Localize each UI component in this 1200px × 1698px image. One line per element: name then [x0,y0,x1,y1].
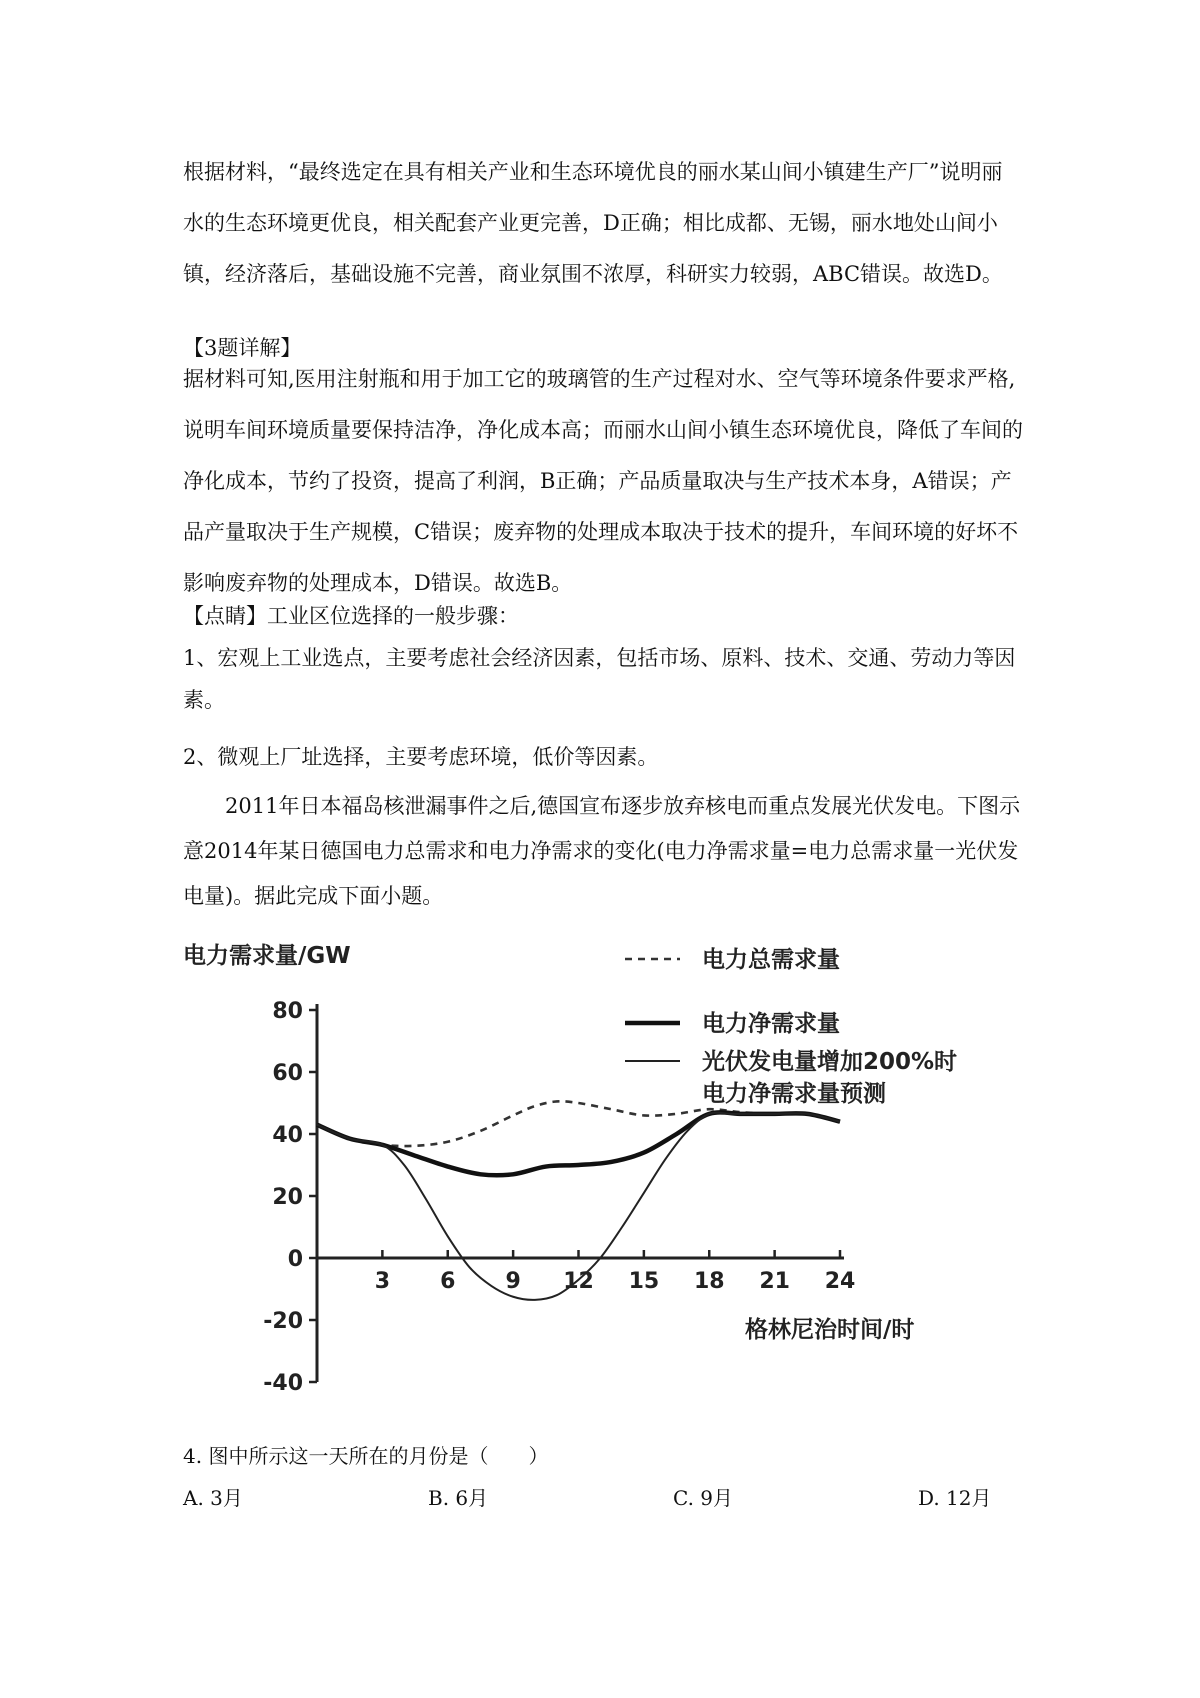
y-axis-title: 电力需求量/GW [183,943,351,969]
legend-label-3: 电力净需求量预测 [702,1081,886,1107]
option-a[interactable]: A. 3月 [183,1486,243,1510]
y-tick-label: 60 [272,1061,303,1086]
option-b[interactable]: B. 6月 [428,1486,489,1510]
y-tick-label: 40 [272,1123,303,1148]
legend-label-1: 电力总需求量 [702,947,840,973]
y-tick-label: -40 [263,1371,303,1396]
analysis-paragraph-1: 根据材料，“最终选定在具有相关产业和生态环境优良的丽水某山间小镇建生产厂”说明丽水的生态环境更优良，相关配套产业更完善，D正确；相比成都、无锡，丽水地处山间小镇，经济落后，基础设施不完善，商业氛围不浓厚，科研实力较弱，ABC错误。故选D。 [183,160,1003,286]
x-tick-label: 9 [505,1269,521,1294]
analysis-paragraph-2: 据材料可知,医用注射瓶和用于加工它的玻璃管的生产过程对水、空气等环境条件要求严格,说明车间环境质量要保持洁净，净化成本高；而丽水山间小镇生态环境优良，降低了车间的净化成本，节约了投资，提高了利润，B正确；产品质量取决与生产技术本身，A错误；产品产量取决于生产规模，C错误；废弃物的处理成本取决于技术的提升，车间环境的好坏不影响废弃物的处理成本，D错误。故选B。 [183,367,1023,595]
question-stem: 4. 图中所示这一天所在的月份是（ ） [183,1444,549,1468]
x-tick-label: 24 [824,1269,856,1294]
option-d[interactable]: D. 12月 [918,1486,992,1510]
x-tick-label: 12 [563,1269,594,1294]
answer-options [183,1482,1023,1514]
step-1: 1、宏观上工业选点，主要考虑社会经济因素，包括市场、原料、技术、交通、劳动力等因素。 [183,646,1016,712]
chart-legend [625,946,957,1107]
series-line-1 [317,1101,840,1146]
legend-label-2: 电力净需求量 [702,1011,840,1037]
y-tick-label: -20 [263,1309,303,1334]
legend-label-3: 光伏发电量增加200%时 [702,1049,958,1075]
step-2: 2、微观上厂址选择，主要考虑环境，低价等因素。 [183,745,659,769]
y-tick-label: 20 [272,1185,303,1210]
material-text: 2011年日本福岛核泄漏事件之后,德国宣布逐步放弃核电而重点发展光伏发电。下图示意2014年某日德国电力总需求和电力净需求的变化(电力净需求量=电力总需求量一光伏发电量)。据此完成下面小题。 [183,794,1021,908]
y-tick-label: 0 [287,1247,303,1272]
q3-heading: 【3题详解】 [183,336,302,360]
x-tick-label: 21 [759,1269,790,1294]
x-tick-label: 18 [693,1269,725,1294]
option-c[interactable]: C. 9月 [673,1486,734,1510]
x-tick-label: 3 [374,1269,391,1294]
x-tick-label: 6 [440,1269,456,1294]
series-line-2 [317,1112,840,1175]
power-demand-chart [175,925,1055,1445]
y-tick-label: 80 [272,999,303,1024]
dianjing-heading: 【点睛】工业区位选择的一般步骤： [183,604,519,628]
x-tick-label: 15 [628,1269,660,1294]
x-axis-title: 格林尼治时间/时 [745,1317,915,1343]
